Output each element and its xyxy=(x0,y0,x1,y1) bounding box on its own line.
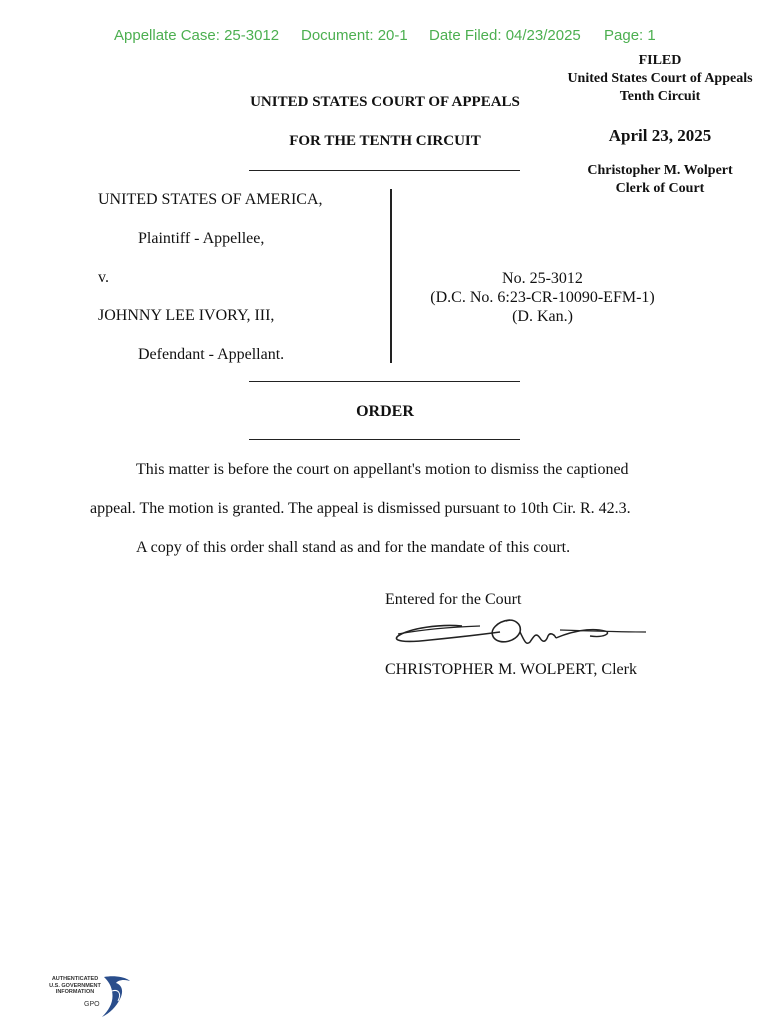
filed-circuit: Tenth Circuit xyxy=(619,89,701,104)
district-court-number: (D.C. No. 6:23-CR-10090-EFM-1) xyxy=(430,289,655,306)
filed-clerk-name: Christopher M. Wolpert xyxy=(587,163,733,178)
rule-bottom xyxy=(249,439,520,440)
gpo-logo-text: AUTHENTICATED U.S. GOVERNMENT INFORMATION xyxy=(49,976,101,995)
district: (D. Kan.) xyxy=(512,308,573,325)
eagle-icon xyxy=(98,973,132,1019)
plaintiff-name: UNITED STATES OF AMERICA, xyxy=(98,191,323,208)
filed-stamp xyxy=(555,52,765,198)
rule-top xyxy=(249,170,520,171)
rule-middle xyxy=(249,381,520,382)
order-paragraph-2: A copy of this order shall stand as and for the mandate of this court. xyxy=(136,539,571,556)
caption-divider xyxy=(390,189,392,363)
versus: v. xyxy=(98,269,109,286)
gpo-mark: GPO xyxy=(84,1001,100,1008)
document-header-stamp xyxy=(0,27,770,49)
case-numbers xyxy=(400,269,685,326)
filed-label: FILED xyxy=(638,53,682,68)
plaintiff-role: Plaintiff - Appellee, xyxy=(138,230,265,247)
appellate-case-number: Appellate Case: 25-3012 xyxy=(114,27,280,44)
defendant-name: JOHNNY LEE IVORY, III, xyxy=(98,307,275,324)
court-name: UNITED STATES COURT OF APPEALS xyxy=(250,94,520,110)
order-paragraph-1-line-1: This matter is before the court on appellant's motion to dismiss the captioned xyxy=(136,461,629,478)
gpo-authentication-logo xyxy=(40,973,132,1019)
entered-for-court: Entered for the Court xyxy=(385,591,522,608)
document-number: Document: 20-1 xyxy=(301,27,408,44)
case-number: No. 25-3012 xyxy=(502,270,583,287)
order-paragraph-1-line-2: appeal. The motion is granted. The appeal is dismissed pursuant to 10th Cir. R. 42.3. xyxy=(90,500,631,517)
page-number: Page: 1 xyxy=(604,27,656,44)
clerk-signature xyxy=(390,612,650,652)
clerk-name: CHRISTOPHER M. WOLPERT, Clerk xyxy=(385,661,637,678)
court-circuit: FOR THE TENTH CIRCUIT xyxy=(289,133,481,149)
defendant-role: Defendant - Appellant. xyxy=(138,346,285,363)
filed-clerk-title: Clerk of Court xyxy=(615,181,705,196)
date-filed: Date Filed: 04/23/2025 xyxy=(429,27,581,44)
order-title: ORDER xyxy=(356,403,414,420)
filed-date: April 23, 2025 xyxy=(608,126,712,145)
filed-court: United States Court of Appeals xyxy=(567,71,753,86)
